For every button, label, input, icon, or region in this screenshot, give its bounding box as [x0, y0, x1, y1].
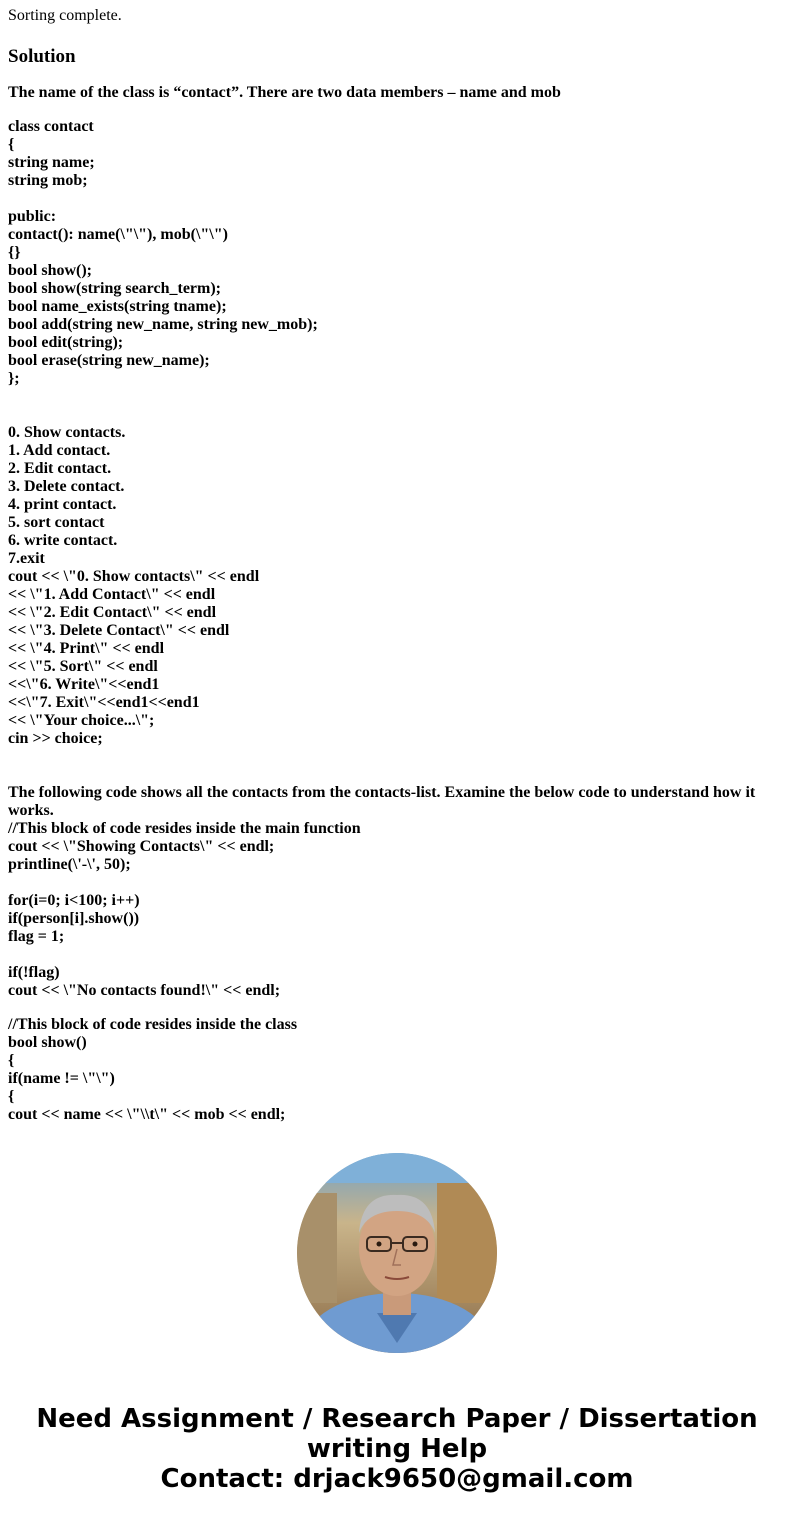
- show-code-line: if(!flag): [8, 964, 60, 981]
- class-code-line: bool add(string new_name, string new_mob);: [8, 316, 318, 333]
- show-code-line: [8, 946, 786, 964]
- show-code-block: [8, 784, 786, 1000]
- show-code-line: if(person[i].show()): [8, 910, 140, 927]
- menu-code-line: <<\"6. Write\"<<end1: [8, 676, 160, 693]
- show-code-line: printline(\'-\', 50);: [8, 856, 131, 873]
- class-show-code-line: {: [8, 1088, 15, 1105]
- promo-line-1: Need Assignment / Research Paper / Dissertation: [36, 1404, 758, 1434]
- class-code-line: public:: [8, 208, 57, 225]
- show-code-line: The following code shows all the contacts from the contacts-list. Examine the below code to understand how it works.: [8, 784, 760, 819]
- intro-text: Sorting complete.: [8, 7, 122, 24]
- class-code-line: string name;: [8, 154, 95, 171]
- class-code-line: [8, 388, 786, 406]
- show-code-line: cout << \"No contacts found!\" << endl;: [8, 982, 281, 999]
- show-code-line: for(i=0; i<100; i++): [8, 892, 140, 909]
- class-show-code-block: [8, 1016, 786, 1124]
- document-body: [8, 7, 786, 1124]
- menu-code-line: 5. sort contact: [8, 514, 105, 531]
- author-photo: [297, 1153, 497, 1353]
- menu-code-block: [8, 424, 786, 784]
- menu-code-line: << \"Your choice...\";: [8, 712, 155, 729]
- show-code-line: cout << \"Showing Contacts\" << endl;: [8, 838, 275, 855]
- menu-code-line: cout << \"0. Show contacts\" << endl: [8, 568, 260, 585]
- class-code-line: string mob;: [8, 172, 88, 189]
- menu-code-line: 6. write contact.: [8, 532, 118, 549]
- class-code-line: [8, 406, 786, 424]
- menu-code-line: 4. print contact.: [8, 496, 117, 513]
- menu-code-line: << \"2. Edit Contact\" << endl: [8, 604, 217, 621]
- class-code-line: {}: [8, 244, 21, 261]
- class-code-line: class contact: [8, 118, 94, 135]
- class-code-block: [8, 118, 786, 424]
- class-code-line: bool erase(string new_name);: [8, 352, 210, 369]
- class-intro: The name of the class is “contact”. There are two data members – name and mob: [8, 84, 561, 101]
- promo-line-2: writing Help: [306, 1434, 488, 1464]
- menu-code-line: 0. Show contacts.: [8, 424, 126, 441]
- class-show-code-line: bool show(): [8, 1034, 87, 1051]
- class-code-line: bool show(string search_term);: [8, 280, 222, 297]
- menu-code-line: cin >> choice;: [8, 730, 103, 747]
- show-code-line: [8, 874, 786, 892]
- menu-code-line: [8, 748, 786, 766]
- promo-banner: [0, 1404, 794, 1494]
- menu-code-line: [8, 766, 786, 784]
- class-show-code-line: //This block of code resides inside the class: [8, 1016, 298, 1033]
- menu-code-line: 3. Delete contact.: [8, 478, 125, 495]
- menu-code-line: << \"5. Sort\" << endl: [8, 658, 158, 675]
- class-code-line: };: [8, 370, 20, 387]
- menu-code-line: << \"4. Print\" << endl: [8, 640, 165, 657]
- promo-contact: Contact: drjack9650@gmail.com: [160, 1464, 634, 1494]
- show-code-line: flag = 1;: [8, 928, 65, 945]
- menu-code-line: 1. Add contact.: [8, 442, 111, 459]
- solution-heading: Solution: [8, 46, 76, 67]
- class-code-line: {: [8, 136, 15, 153]
- class-show-code-line: cout << name << \"\\t\" << mob << endl;: [8, 1106, 286, 1123]
- class-code-line: contact(): name(\"\"), mob(\"\"): [8, 226, 228, 243]
- class-code-line: bool name_exists(string tname);: [8, 298, 227, 315]
- menu-code-line: 2. Edit contact.: [8, 460, 112, 477]
- class-show-code-line: if(name != \"\"): [8, 1070, 115, 1087]
- author-avatar: [297, 1153, 497, 1353]
- class-show-code-line: {: [8, 1052, 15, 1069]
- class-code-line: [8, 190, 786, 208]
- menu-code-line: << \"3. Delete Contact\" << endl: [8, 622, 230, 639]
- menu-code-line: << \"1. Add Contact\" << endl: [8, 586, 216, 603]
- show-code-line: //This block of code resides inside the main function: [8, 820, 361, 837]
- class-code-line: bool show();: [8, 262, 93, 279]
- menu-code-line: 7.exit: [8, 550, 45, 567]
- class-code-line: bool edit(string);: [8, 334, 124, 351]
- menu-code-line: <<\"7. Exit\"<<end1<<end1: [8, 694, 200, 711]
